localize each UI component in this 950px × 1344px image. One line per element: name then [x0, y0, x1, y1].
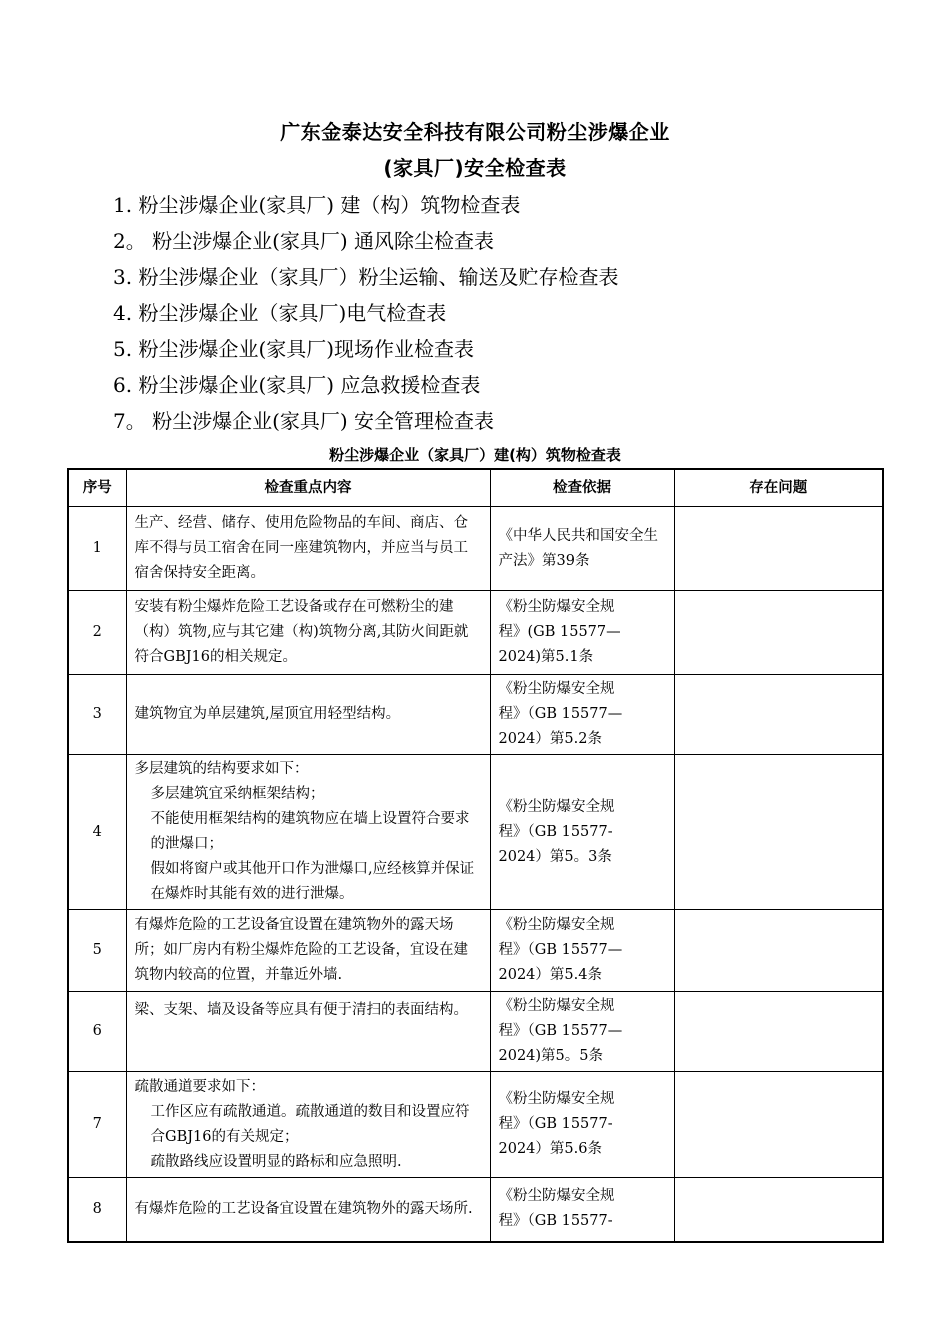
- row-seq: 5: [68, 910, 126, 992]
- inspection-table: [67, 468, 884, 1243]
- row-content: 疏散通道要求如下： 工作区应有疏散通道。疏散通道的数目和设置应符合GBJ16的有关规定； 疏散路线应设置明显的路标和应急照明.: [126, 1072, 490, 1178]
- row-content: 多层建筑的结构要求如下： 多层建筑宜采纳框架结构； 不能使用框架结构的建筑物应在墙上设置符合要求的泄爆口； 假如将窗户或其他开口作为泄爆口,应经核算并保证在爆炸时其能有效的进行泄爆。: [126, 755, 490, 910]
- document-title-line-2: (家具厂)安全检查表: [383, 156, 567, 180]
- row-content: 生产、经营、储存、使用危险物品的车间、商店、仓库不得与员工宿舍在同一座建筑物内，并应当与员工宿舍保持安全距离。: [126, 507, 490, 591]
- row-issue[interactable]: [674, 1178, 883, 1242]
- toc-item: 2。 粉尘涉爆企业(家具厂) 通风除尘检查表: [113, 229, 495, 253]
- row-basis: 《中华人民共和国安全生产法》第39条: [490, 507, 674, 591]
- row-seq: 6: [68, 992, 126, 1072]
- table-row: [68, 910, 883, 992]
- row-basis: 《粉尘防爆安全规 程》（GB 15577— 2024)第5。5条: [490, 992, 674, 1072]
- header-content: 检查重点内容: [126, 469, 490, 507]
- row-basis: 《粉尘防爆安全规 程》（GB 15577-: [490, 1178, 674, 1242]
- row-content: 梁、支架、墙及设备等应具有便于清扫的表面结构。: [126, 992, 490, 1072]
- row-basis: 《粉尘防爆安全规 程》（GB 15577- 2024）第5。3条: [490, 755, 674, 910]
- row-content: 有爆炸危险的工艺设备宜设置在建筑物外的露天场所.: [126, 1178, 490, 1242]
- table-header-row: [68, 469, 883, 507]
- table-of-contents: [113, 187, 618, 439]
- row-content: 有爆炸危险的工艺设备宜设置在建筑物外的露天场所；如厂房内有粉尘爆炸危险的工艺设备，宜设在建筑物内较高的位置，并靠近外墙.: [126, 910, 490, 992]
- row-issue[interactable]: [674, 910, 883, 992]
- row-issue[interactable]: [674, 1072, 883, 1178]
- row-issue[interactable]: [674, 591, 883, 675]
- row-content: 建筑物宜为单层建筑,屋顶宜用轻型结构。: [126, 675, 490, 755]
- table-row: [68, 1178, 883, 1242]
- toc-item: 6. 粉尘涉爆企业(家具厂) 应急救援检查表: [113, 373, 481, 397]
- row-seq: 7: [68, 1072, 126, 1178]
- toc-item: 1. 粉尘涉爆企业(家具厂) 建（构）筑物检查表: [113, 193, 521, 217]
- row-basis: 《粉尘防爆安全规 程》（GB 15577- 2024）第5.6条: [490, 1072, 674, 1178]
- row-seq: 3: [68, 675, 126, 755]
- header-issue: 存在问题: [674, 469, 883, 507]
- row-seq: 2: [68, 591, 126, 675]
- header-basis: 检查依据: [490, 469, 674, 507]
- row-content: 安装有粉尘爆炸危险工艺设备或存在可燃粉尘的建（构）筑物,应与其它建（构)筑物分离,其防火间距就符合GBJ16的相关规定。: [126, 591, 490, 675]
- table-caption: 粉尘涉爆企业（家具厂）建(构）筑物检查表: [329, 446, 621, 464]
- table-row: [68, 755, 883, 910]
- toc-item: 3. 粉尘涉爆企业（家具厂）粉尘运输、输送及贮存检查表: [113, 265, 619, 289]
- document-title-line-1: 广东金泰达安全科技有限公司粉尘涉爆企业: [280, 120, 670, 144]
- row-basis: 《粉尘防爆安全规 程》(GB 15577— 2024)第5.1条: [490, 591, 674, 675]
- row-seq: 8: [68, 1178, 126, 1242]
- row-issue[interactable]: [674, 755, 883, 910]
- toc-item: 7。 粉尘涉爆企业(家具厂) 安全管理检查表: [113, 409, 495, 433]
- table-row: [68, 675, 883, 755]
- header-seq: 序号: [68, 469, 126, 507]
- row-basis: 《粉尘防爆安全规 程》（GB 15577— 2024）第5.2条: [490, 675, 674, 755]
- table-row: [68, 507, 883, 591]
- row-basis: 《粉尘防爆安全规 程》（GB 15577— 2024）第5.4条: [490, 910, 674, 992]
- row-seq: 4: [68, 755, 126, 910]
- row-seq: 1: [68, 507, 126, 591]
- table-row: [68, 591, 883, 675]
- table-row: [68, 1072, 883, 1178]
- row-issue[interactable]: [674, 675, 883, 755]
- toc-item: 4. 粉尘涉爆企业（家具厂)电气检查表: [113, 301, 447, 325]
- row-issue[interactable]: [674, 992, 883, 1072]
- row-issue[interactable]: [674, 507, 883, 591]
- table-row: [68, 992, 883, 1072]
- toc-item: 5. 粉尘涉爆企业(家具厂)现场作业检查表: [113, 337, 475, 361]
